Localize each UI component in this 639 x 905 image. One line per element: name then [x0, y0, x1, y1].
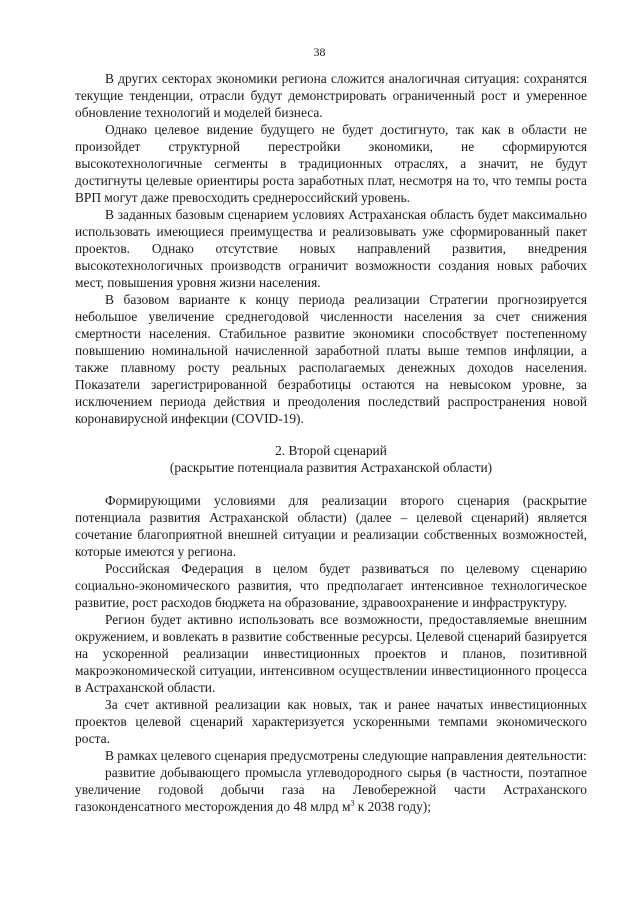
paragraph: Регион будет активно использовать все возможности, предоставляемые внешним окружением, и вовлекать в развитие собственные ресурсы. Целевой сценарий базируется на ускоренной реализации инвестиционных проектов и планов, позитивной макроэкономической ситуации, интенсивном осуществлении инвестиционного процесса в Астраханской области. [75, 612, 587, 695]
list-item-paragraph [75, 764, 587, 815]
superscript: 3 [350, 798, 355, 808]
document-body [75, 70, 587, 815]
paragraph: В рамках целевого сценария предусмотрены следующие направления деятельности: [105, 748, 587, 763]
section-title: 2. Второй сценарий [275, 443, 387, 458]
paragraph: Однако целевое видение будущего не будет достигнуто, так как в области не произойдет структурной перестройки экономики, не сформируются высокотехнологичные сегменты в традиционных отраслях, а значит, не будут достигнуты целевые ориентиры роста заработных плат, несмотря на то, что темпы роста ВРП могут даже превосходить среднероссийский уровень. [75, 122, 587, 205]
list-item-text: развитие добывающего промысла углеводородного сырья (в частности, поэтапное увеличение годовой добычи газа на Левобережной части Астраханского газоконденсатного месторождения до 48 млрд м [75, 765, 587, 814]
paragraph: За счет активной реализации как новых, так и ранее начатых инвестиционных проектов целевой сценарий характеризуется ускоренными темпами экономического роста. [75, 697, 587, 746]
paragraph: Формирующими условиями для реализации второго сценария (раскрытие потенциала развития Астраханской области) (далее – целевой сценарий) является сочетание благоприятной внешней ситуации и реализации собственных возможностей, которые имеются у региона. [75, 493, 587, 559]
section-heading [75, 442, 587, 476]
paragraph: В базовом варианте к концу периода реализации Стратегии прогнозируется небольшое увеличение среднегодовой численности населения за счет снижения смертности населения. Стабильное развитие экономики способствует постепенному повышению номинальной начисленной заработной платы выше темпов инфляции, а также плавному росту реальных располагаемых денежных доходов населения. Показатели зарегистрированной безработицы остаются на невысоком уровне, за исключением периода действия и преодоления последствий распространения новой коронавирусной инфекции (COVID-19). [75, 292, 587, 426]
paragraph: Российская Федерация в целом будет развиваться по целевому сценарию социально-экономического развития, что предполагает интенсивное технологическое развитие, рост расходов бюджета на образование, здравоохранение и инфраструктуру. [75, 561, 587, 610]
page-number: 38 [313, 45, 326, 59]
paragraph: В заданных базовым сценарием условиях Астраханская область будет максимально использовать имеющиеся преимущества и реализовывать уже сформированный пакет проектов. Однако отсутствие новых направлений развития, внедрения высокотехнологичных производств ограничит возможности создания новых рабочих мест, повышения уровня жизни населения. [75, 207, 587, 290]
section-subtitle: (раскрытие потенциала развития Астраханской области) [169, 460, 493, 475]
list-item-text-end: к 2038 году); [354, 799, 431, 814]
paragraph: В других секторах экономики региона сложится аналогичная ситуация: сохранятся текущие тенденции, отрасли будут демонстрировать ограниченный рост и умеренное обновление технологий и моделей бизнеса. [75, 71, 587, 120]
